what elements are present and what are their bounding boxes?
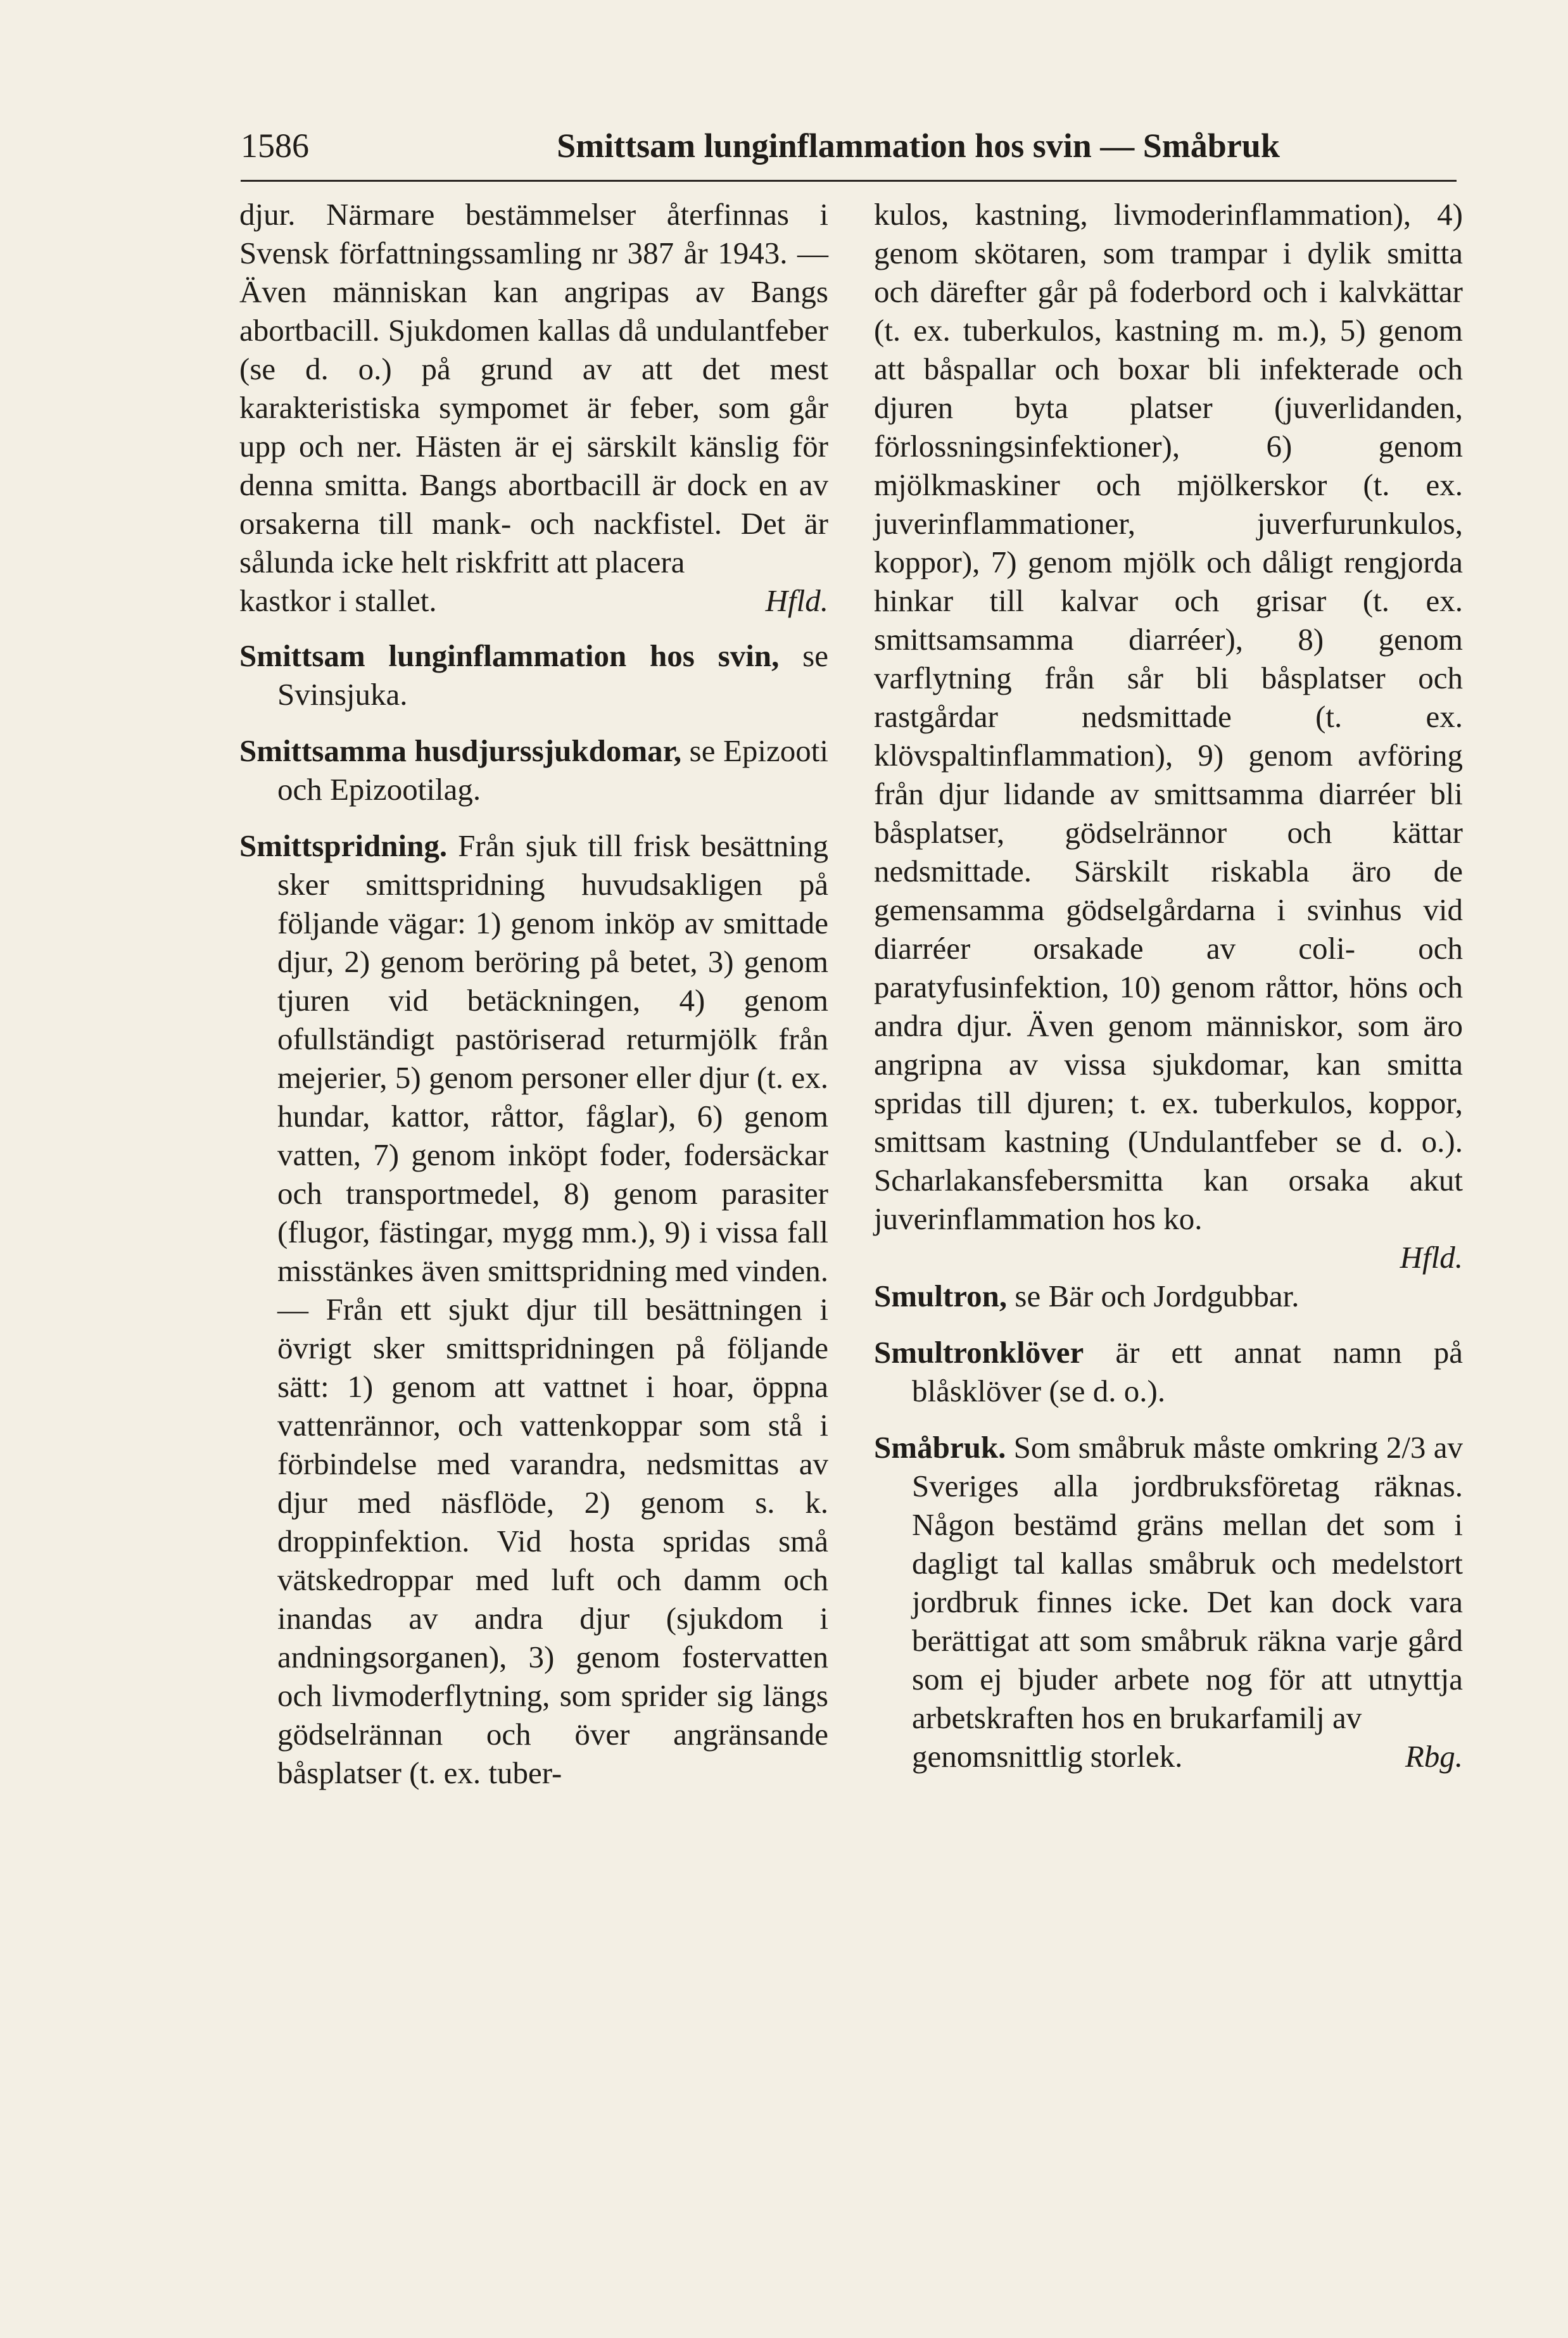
entry-smabruk [874, 1428, 1463, 1776]
page-number: 1586 [241, 127, 309, 165]
entry-last-text: genomsnittlig storlek. [912, 1739, 1183, 1774]
continuation-last-line [239, 581, 828, 620]
entry-headword: Småbruk. [874, 1430, 1006, 1465]
entry-smultron [874, 1277, 1463, 1315]
entry-smittsam-lunginflammation [239, 636, 828, 714]
entry-text: Som småbruk måste omkring 2/3 av Sveriges alla jordbruksföretag räknas. Någon bestämd gräns mellan det som i dagligt tal kallas småbruk och medelstort jordbruk finnes icke. Det kan dock vara berättigat att som småbruk räkna varje gård som ej bjuder arbete nog för att utnyttja arbetskraften hos en brukarfamilj av [912, 1430, 1463, 1735]
page-header [241, 120, 1457, 171]
continuation-last-text: kastkor i stallet. [239, 583, 437, 618]
continuation-paragraph [874, 195, 1463, 1238]
entry-headword: Smittsamma husdjurssjukdomar, [239, 733, 682, 768]
left-column [239, 195, 828, 2120]
entry-text: se Epizooti och Epizootilag. [277, 733, 828, 807]
entry-headword: Smultronklöver [874, 1335, 1084, 1370]
entry-text: Från sjuk till frisk besättning sker smittspridning huvudsakligen på följande vägar: 1) genom inköp av smittade djur, 2) genom beröring på betet, 3) genom tjuren vid betäckningen, 4) genom ofullständigt pastöriserad returmjölk från mejerier, 5) genom personer eller djur (t. ex. hundar, kattor, råttor, fåglar), 6) genom vatten, 7) genom inköpt foder, fodersäckar och transportmedel, 8) genom parasiter (flugor, fästingar, mygg mm.), 9) i vissa fall misstänkes även smittspridning med vinden. — Från ett sjukt djur till besättningen i övrigt sker smittspridningen på följande sätt: 1) genom att vattnet i hoar, öppna vattenrännor, och vattenkoppar som stå i förbindelse med varandra, nedsmittas av djur med näsflöde, 2) genom s. k. droppinfektion. Vid hosta spridas små vätskedroppar med luft och damm och inandas av andra djur (sjukdom i andningsorganen), 3) genom fostervatten och livmoderflytning, som sprider sig längs gödselrännan och över angränsande båsplatser (t. ex. tuber- [277, 828, 828, 1790]
author-signature: Rbg. [1405, 1739, 1463, 1774]
entry-smultronklover [874, 1333, 1463, 1410]
entry-headword: Smittsam lunginflammation hos svin, [239, 638, 780, 673]
continuation-text: djur. Närmare bestämmelser återfinnas i Svensk författningssamling nr 387 år 1943. — Även människan kan angripas av Bangs abortbacill. Sjukdomen kallas då undulantfeber (se d. o.) på grund av att det mest karakteristiska sympomet är feber, som går upp och ner. Hästen är ej särskilt känslig för denna smitta. Bangs abortbacill är dock en av orsakerna till mank- och nackfistel. Det är sålunda icke helt riskfritt att placera [239, 197, 828, 579]
author-signature: Hfld. [765, 583, 828, 618]
author-signature: Hfld. [1400, 1240, 1463, 1275]
entry-smittsamma-husdjurssjukdomar [239, 731, 828, 809]
entry-headword: Smultron, [874, 1279, 1008, 1313]
entry-text: är ett annat namn på blåsklöver (se d. o.). [912, 1335, 1463, 1408]
entry-smittspridning [239, 826, 828, 1792]
entry-text: se Bär och Jordgubbar. [1007, 1279, 1299, 1313]
entry-headword: Smittspridning. [239, 828, 448, 863]
continuation-paragraph [239, 195, 828, 620]
running-head: Smittsam lunginflammation hos svin — Småbruk [557, 127, 1280, 165]
entry-last-line [912, 1737, 1463, 1776]
entry-text: se Svinsjuka. [277, 638, 828, 712]
continuation-text: kulos, kastning, livmoderinflammation), 4) genom skötaren, som trampar i dylik smitta och därefter går på foderbord och i kalvkättar (t. ex. tuberkulos, kastning m. m.), 5) genom att båspallar och boxar bli infekterade och djuren byta platser (juverlidanden, förlossningsinfektioner), 6) genom mjölkmaskiner och mjölkerskor (t. ex. juverinflammationer, juverfurunkulos, koppor), 7) genom mjölk och dåligt rengjorda hinkar till kalvar och grisar (t. ex. smittsamsamma diarréer), 8) genom varflytning från sår bli båsplatser och rastgårdar nedsmittade (t. ex. klövspaltinflammation), 9) genom avföring från djur lidande av smittsamma diarréer bli båsplatser, gödselrännor och kättar nedsmittade. Särskilt riskabla äro de gemensamma gödselgårdarna i svinhus vid diarréer orsakade av coli- och paratyfusinfektion, 10) genom råttor, höns och andra djur. Även genom människor, som äro angripna av vissa sjukdomar, kan smitta spridas till djuren; t. ex. tuberkulos, koppor, smittsam kastning (Undulantfeber se d. o.). Scharlakansfebersmitta kan orsaka akut juverinflammation hos ko. [874, 197, 1463, 1236]
right-column [874, 195, 1463, 2120]
header-rule [241, 180, 1457, 182]
